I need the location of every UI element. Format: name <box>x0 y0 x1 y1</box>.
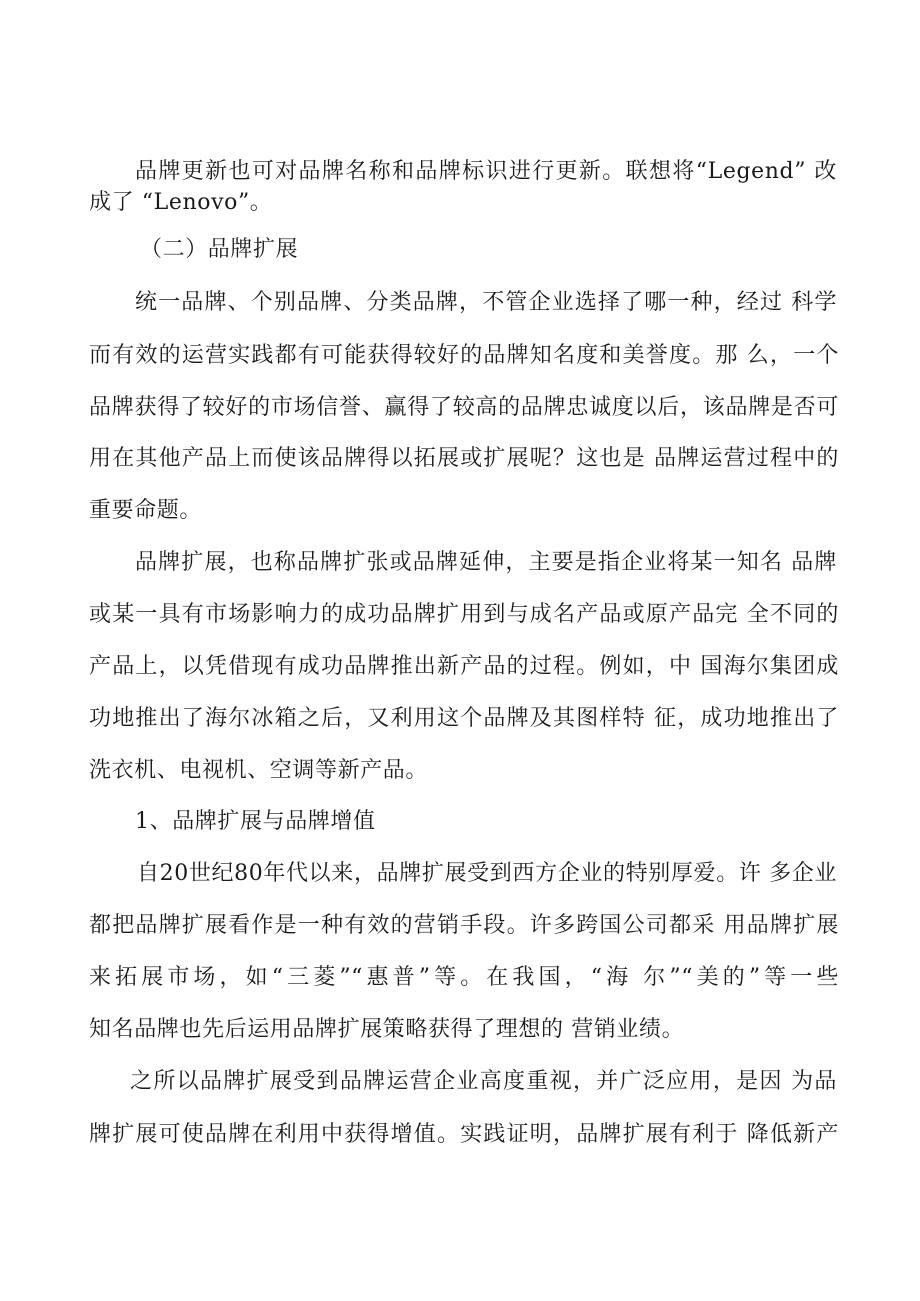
text-line-11: 产品上，以凭借现有成功品牌推出新产品的过程。例如，中 国海尔集团成 <box>89 654 839 679</box>
text-line-10: 或某一具有市场影响力的成功品牌扩用到与成名产品或原产品完 全不同的 <box>89 602 839 627</box>
text-line-20: 牌扩展可使品牌在利用中获得增值。实践证明，品牌扩展有利于 降低新产 <box>89 1122 839 1147</box>
text-line-13: 洗衣机、电视机、空调等新产品。 <box>89 758 429 783</box>
text-line-19: 之所以品牌扩展受到品牌运营企业高度重视，并广泛应用，是因 为品 <box>130 1069 837 1094</box>
text-line-1: 品牌更新也可对品牌名称和品牌标识进行更新。联想将“Legend” 改 <box>135 159 837 184</box>
text-line-8: 重要命题。 <box>89 498 203 523</box>
text-line-17: 来拓展市场，如“三菱”“惠普”等。在我国，“海 尔”“美的”等一些 <box>89 965 839 990</box>
text-line-6: 品牌获得了较好的市场信誉、赢得了较高的品牌忠诚度以后，该品牌是否可 <box>89 395 839 420</box>
text-line-7: 用在其他产品上而使该品牌得以拓展或扩展呢？这也是 品牌运营过程中的 <box>89 446 839 471</box>
text-line-15: 自20世纪80年代以来，品牌扩展受到西方企业的特别厚爱。许 多企业 <box>137 861 837 886</box>
text-line-2: 成了 “Lenovo”。 <box>89 190 273 215</box>
text-line-9: 品牌扩展，也称品牌扩张或品牌延伸，主要是指企业将某一知名 品牌 <box>135 550 837 575</box>
text-line-4: 统一品牌、个别品牌、分类品牌，不管企业选择了哪一种，经过 科学 <box>135 290 837 315</box>
text-line-12: 功地推出了海尔冰箱之后，又利用这个品牌及其图样特 征，成功地推出了 <box>89 706 839 731</box>
text-line-16: 都把品牌扩展看作是一种有效的营销手段。许多跨国公司都采 用品牌扩展 <box>89 913 839 938</box>
text-line-18: 知名品牌也先后运用品牌扩展策略获得了理想的 营销业绩。 <box>89 1017 685 1042</box>
text-line-5: 而有效的运营实践都有可能获得较好的品牌知名度和美誉度。那 么，一个 <box>89 343 839 368</box>
subsection-heading: 1、品牌扩展与品牌增值 <box>135 809 376 834</box>
section-heading: （二）品牌扩展 <box>140 237 299 262</box>
